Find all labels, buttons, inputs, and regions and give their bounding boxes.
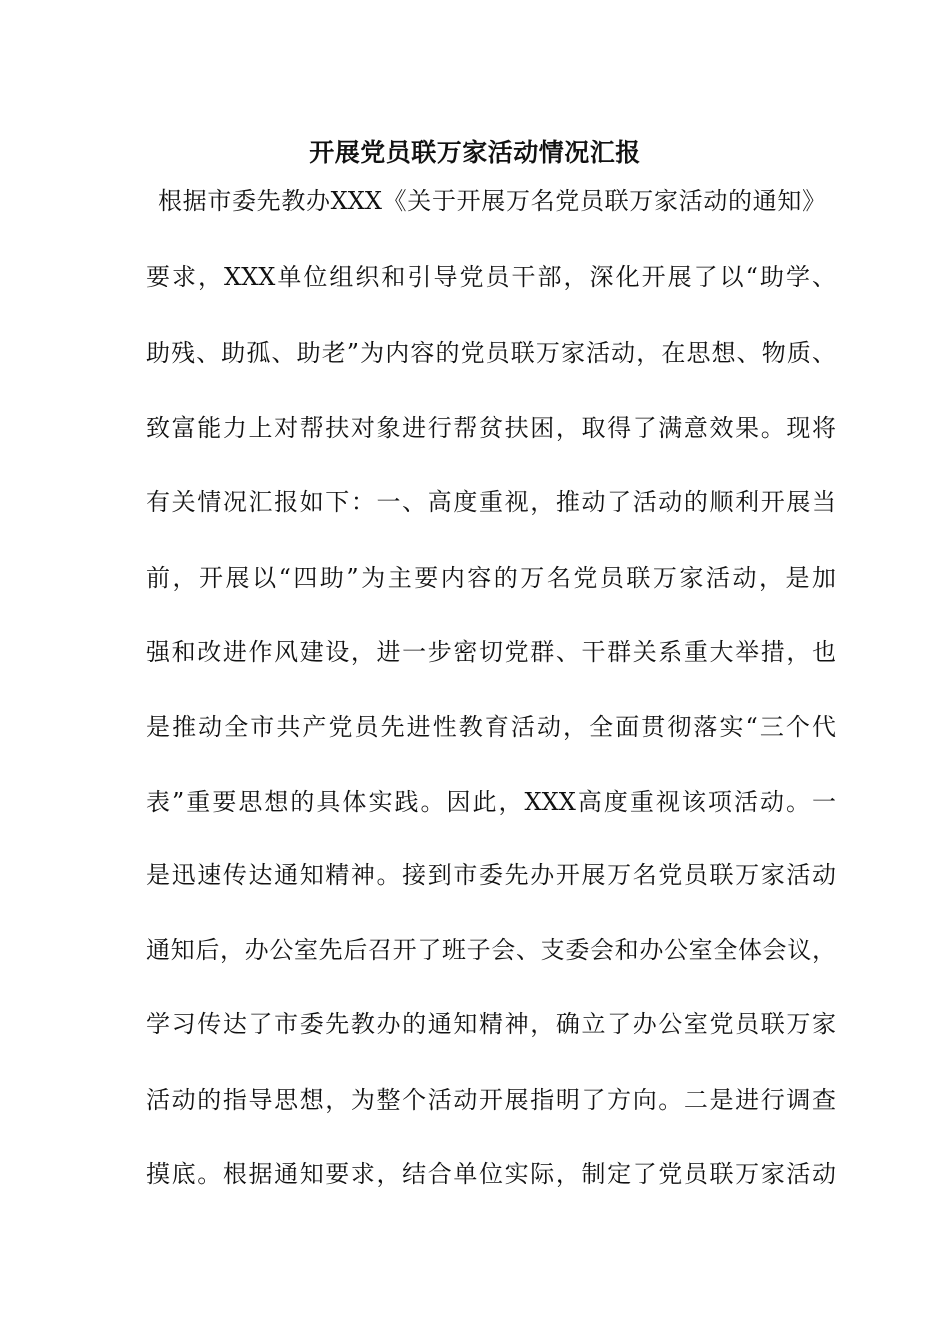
body-line: 是迅速传达通知精神。接到市委先办开展万名党员联万家活动: [146, 861, 836, 889]
body-line: 致富能力上对帮扶对象进行帮贫扶困，取得了满意效果。现将: [146, 414, 836, 442]
document-title: 开展党员联万家活动情况汇报: [309, 138, 641, 167]
body-line: 活动的指导思想，为整个活动开展指明了方向。二是进行调查: [146, 1086, 836, 1114]
body-line: 助残、助孤、助老”为内容的党员联万家活动，在思想、物质、: [146, 339, 836, 367]
body-line: 表”重要思想的具体实践。因此，XXX高度重视该项活动。一: [146, 788, 836, 816]
body-line: 要求，XXX单位组织和引导党员干部，深化开展了以“助学、: [146, 263, 836, 291]
body-line: 学习传达了市委先教办的通知精神，确立了办公室党员联万家: [146, 1010, 836, 1038]
body-line: 有关情况汇报如下：一、高度重视，推动了活动的顺利开展当: [146, 488, 836, 516]
body-line: 是推动全市共产党员先进性教育活动，全面贯彻落实“三个代: [146, 713, 836, 741]
body-line: 根据市委先教办XXX《关于开展万名党员联万家活动的通知》: [158, 187, 826, 215]
body-line: 前，开展以“四助”为主要内容的万名党员联万家活动，是加: [146, 564, 836, 592]
body-line: 强和改进作风建设，进一步密切党群、干群关系重大举措，也: [146, 638, 836, 666]
body-line: 通知后，办公室先后召开了班子会、支委会和办公室全体会议，: [146, 936, 836, 964]
body-line: 摸底。根据通知要求，结合单位实际，制定了党员联万家活动: [146, 1160, 836, 1188]
